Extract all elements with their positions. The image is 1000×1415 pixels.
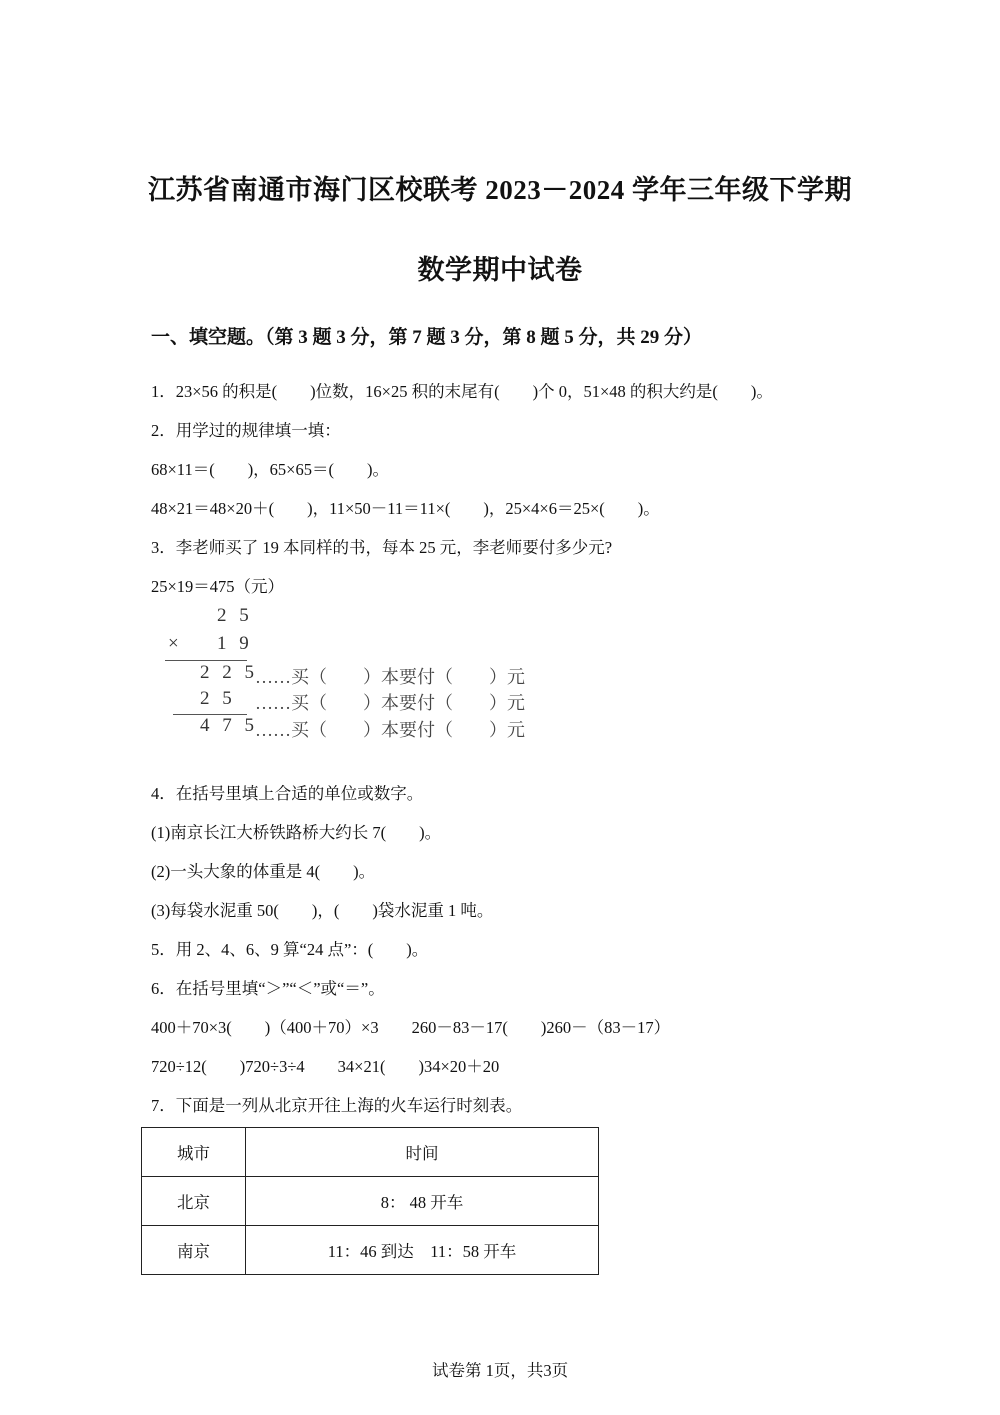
question-4-part2: (2)一头大象的体重是 4( )。: [151, 862, 376, 881]
calc-rule-1: [165, 660, 247, 661]
question-1: 1．23×56 的积是( )位数，16×25 积的末尾有( )个 0，51×48 的积大约是( )。: [151, 382, 773, 401]
calc-multiplier: 1 9: [217, 633, 253, 654]
question-7-title: 7．下面是一列从北京开往上海的火车运行时刻表。: [151, 1096, 523, 1115]
calc-partial-1: 2 2 5: [200, 662, 258, 683]
question-6-line2: 720÷12( )720÷3÷4 34×21( )34×20＋20: [151, 1057, 500, 1076]
calc-note-2: ……买（ ）本要付（ ）元: [255, 693, 525, 713]
section-heading-fill-blank: 一、填空题。（第 3 题 3 分，第 7 题 3 分，第 8 题 5 分，共 29 分）: [151, 327, 703, 348]
calc-note-3: ……买（ ）本要付（ ）元: [255, 720, 525, 740]
question-2-title: 2．用学过的规律填一填：: [151, 421, 341, 440]
question-6-line1: 400＋70×3( )（400＋70）×3 260－83－17( )260－（83－17）: [151, 1018, 671, 1037]
question-2-line2: 48×21＝48×20＋( )，11×50－11＝11×( )，25×4×6＝25×( )。: [151, 499, 660, 518]
calc-partial-2: 2 5: [200, 688, 236, 709]
question-3-equation: 25×19＝475（元）: [151, 577, 285, 596]
table-cell-time: 8： 48 开车: [246, 1177, 599, 1226]
vertical-multiplication: [160, 605, 580, 745]
table-cell-time: 11：46 到达 11：58 开车: [246, 1226, 599, 1275]
table-row: [142, 1177, 599, 1226]
page-footer: 试卷第 1页，共3页: [431, 1361, 569, 1380]
question-6-title: 6．在括号里填“＞”“＜”或“＝”。: [151, 979, 385, 998]
train-timetable: [141, 1127, 599, 1275]
calc-times-sign: ×: [168, 633, 183, 654]
table-cell-city: 北京: [142, 1177, 246, 1226]
question-3-title: 3．李老师买了 19 本同样的书，每本 25 元，李老师要付多少元?: [151, 538, 613, 557]
exam-title-line1: 江苏省南通市海门区校联考 2023－2024 学年三年级下学期: [148, 175, 852, 205]
calc-note-1: ……买（ ）本要付（ ）元: [255, 667, 525, 687]
question-5: 5．用 2、4、6、9 算“24 点”：( )。: [151, 940, 429, 959]
question-4-title: 4．在括号里填上合适的单位或数字。: [151, 784, 424, 803]
question-4-part1: (1)南京长江大桥铁路桥大约长 7( )。: [151, 823, 442, 842]
calc-multiplicand: 2 5: [217, 605, 253, 626]
question-2-line1: 68×11＝( )，65×65＝( )。: [151, 460, 389, 479]
table-row: [142, 1226, 599, 1275]
question-4-part3: (3)每袋水泥重 50( )，( )袋水泥重 1 吨。: [151, 901, 494, 920]
calc-result: 4 7 5: [200, 715, 258, 736]
table-header-row: [142, 1128, 599, 1177]
table-cell-city: 南京: [142, 1226, 246, 1275]
exam-title-line2: 数学期中试卷: [417, 255, 583, 285]
table-header-time: 时间: [246, 1128, 599, 1177]
table-header-city: 城市: [142, 1128, 246, 1177]
